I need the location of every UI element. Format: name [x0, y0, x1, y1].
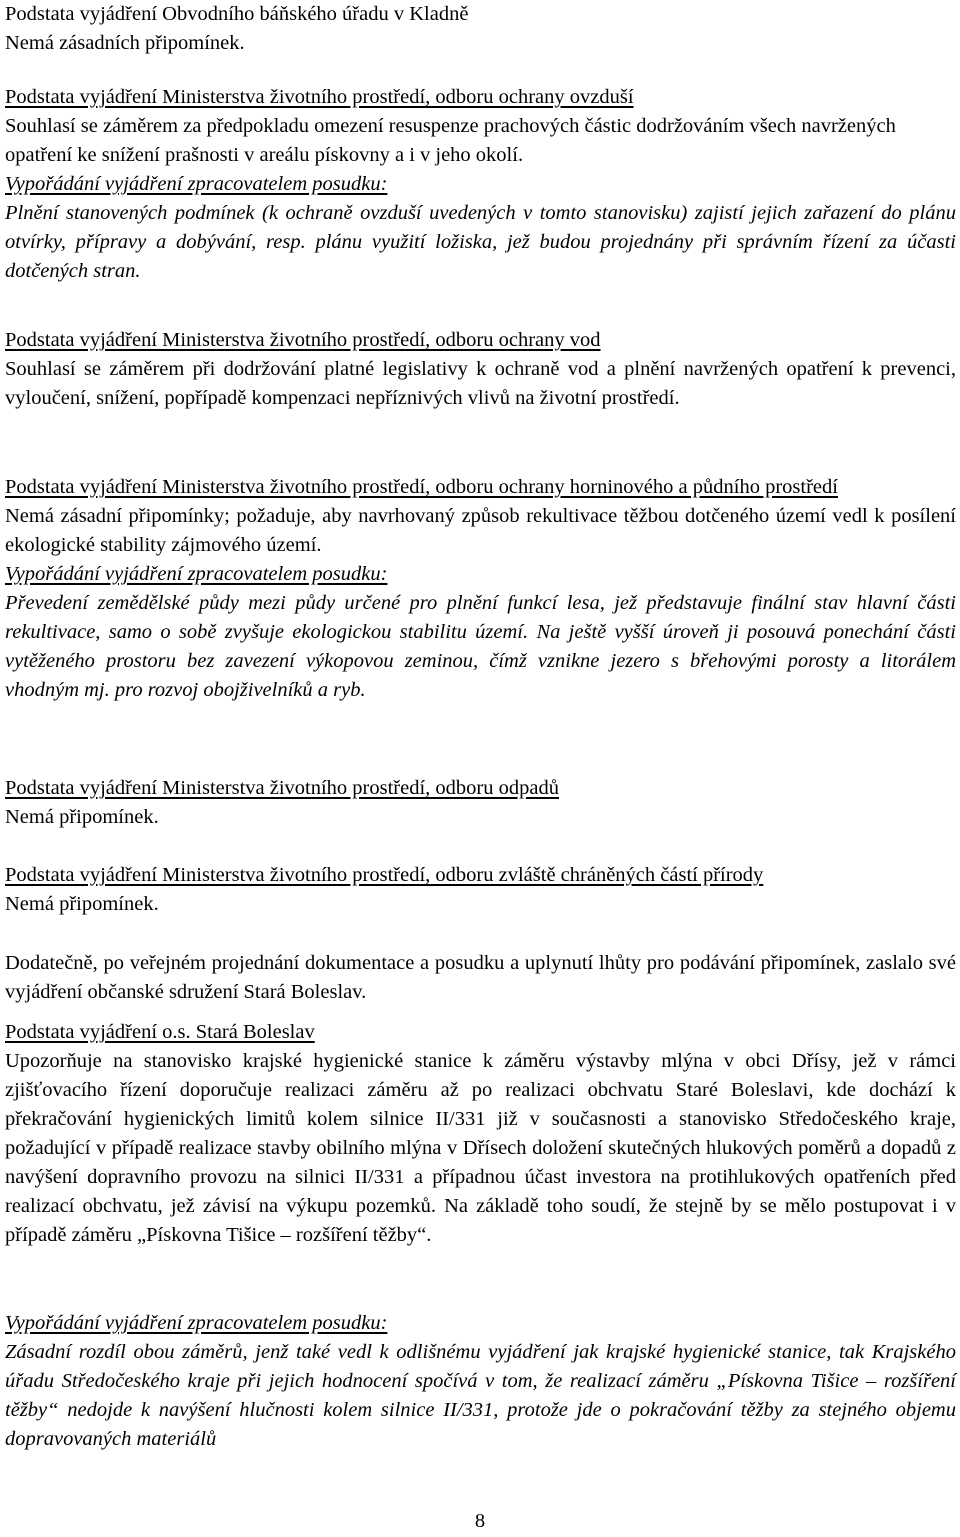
section-mzp-zcho — [5, 861, 956, 919]
section-heading: Podstata vyjádření Ministerstva životního prostředí, odboru zvláště chráněných částí přírody — [5, 864, 764, 886]
section-heading: Podstata vyjádření o.s. Stará Boleslav — [5, 1021, 315, 1043]
section-body: Souhlasí se záměrem při dodržování platné legislativy k ochraně vod a plnění navržených opatření k prevenci, vyloučení, snížení, popřípadě kompenzaci nepříznivých vlivů na životní prostředí. — [5, 358, 956, 409]
section-body: Nemá připomínek. — [5, 806, 159, 828]
response-heading: Vypořádání vyjádření zpracovatelem posudku: — [5, 1312, 388, 1334]
response-heading: Vypořádání vyjádření zpracovatelem posudku: — [5, 563, 388, 585]
section-body: Souhlasí se záměrem za předpokladu omezení resuspenze prachových částic dodržováním všech navržených opatření ke snížení prašnosti v areálu pískovny a i v jeho okolí. — [5, 115, 896, 166]
page-number: 8 — [474, 1510, 486, 1532]
section-heading: Podstata vyjádření Ministerstva životního prostředí, odboru ochrany horninového a půdního prostředí — [5, 476, 838, 498]
section-body: Nemá zásadní připomínky; požaduje, aby navrhovaný způsob rekultivace těžbou dotčeného území vedl k posílení ekologické stability zájmového území. — [5, 505, 956, 556]
section-mzp-ovzdusi — [5, 83, 956, 286]
response-text: Převedení zemědělské půdy mezi půdy určené pro plnění funkcí lesa, jež představuje finální stav hlavní části rekultivace, samo o sobě zvyšuje ekologickou stabilitu území. Na ještě vyšší úroveň ji posouvá ponechání části vytěženého prostoru bez zavezení výkopovou zeminou, čímž vznikne jezero s břehovými porosty a litorálem vhodným mj. pro rozvoj obojživelníků a ryb. — [5, 592, 956, 701]
section-body: Nemá zásadních připomínek. — [5, 32, 245, 54]
section-os-stara-boleslav — [5, 1018, 956, 1250]
section-body: Dodatečně, po veřejném projednání dokumentace a posudku a uplynutí lhůty pro podávání připomínek, zaslalo své vyjádření občanské sdružení Stará Boleslav. — [5, 952, 956, 1003]
response-heading: Vypořádání vyjádření zpracovatelem posudku: — [5, 173, 388, 195]
section-mzp-horninove — [5, 473, 956, 705]
section-vypordani-stara-boleslav — [5, 1309, 956, 1454]
section-heading: Podstata vyjádření Ministerstva životního prostředí, odboru odpadů — [5, 777, 559, 799]
response-text: Plnění stanovených podmínek (k ochraně ovzduší uvedených v tomto stanovisku) zajistí jejich zařazení do plánu otvírky, přípravy a dobývání, resp. plánu využití ložiska, jež budou projednány při správním řízení za účasti dotčených stran. — [5, 202, 956, 282]
section-mzp-vod — [5, 326, 956, 413]
section-body: Nemá připomínek. — [5, 893, 159, 915]
section-mzp-odpadu — [5, 774, 956, 832]
section-heading: Podstata vyjádření Obvodního báňského úřadu v Kladně — [5, 3, 469, 25]
section-obu-kladno — [5, 0, 956, 58]
section-body: Upozorňuje na stanovisko krajské hygienické stanice k záměru výstavby mlýna v obci Dřísy, jež v rámci zjišťovacího řízení doporučuje realizaci záměru až po realizaci obchvatu Staré Boleslavi, kde dochází k překračování hygienických limitů kolem silnice II/331 již v současnosti a stanovisko Středočeského kraje, požadující v případě realizace stavby obilního mlýna v Dřísech doložení skutečných hlukových poměrů a dopadů z navýšení dopravního provozu na silnici II/331 a případnou účast investora na protihlukových opatřeních před realizací obchvatu, jež závisí na výkupu pozemků. Na základě toho soudí, že stejně by se mělo postupovat i v případě záměru „Pískovna Tišice – rozšíření těžby“. — [5, 1050, 956, 1246]
section-dodatek — [5, 949, 956, 1007]
section-heading: Podstata vyjádření Ministerstva životního prostředí, odboru ochrany ovzduší — [5, 86, 634, 108]
section-heading: Podstata vyjádření Ministerstva životního prostředí, odboru ochrany vod — [5, 329, 601, 351]
response-text: Zásadní rozdíl obou záměrů, jenž také vedl k odlišnému vyjádření jak krajské hygienické stanice, tak Krajského úřadu Středočeského kraje při jejich hodnocení spočívá v tom, že realizací záměru „Pískovna Tišice – rozšíření těžby“ nedojde k navýšení hlučnosti kolem silnice II/331, protože jde o pokračování těžby za stejného objemu dopravovaných materiálů — [5, 1341, 956, 1450]
